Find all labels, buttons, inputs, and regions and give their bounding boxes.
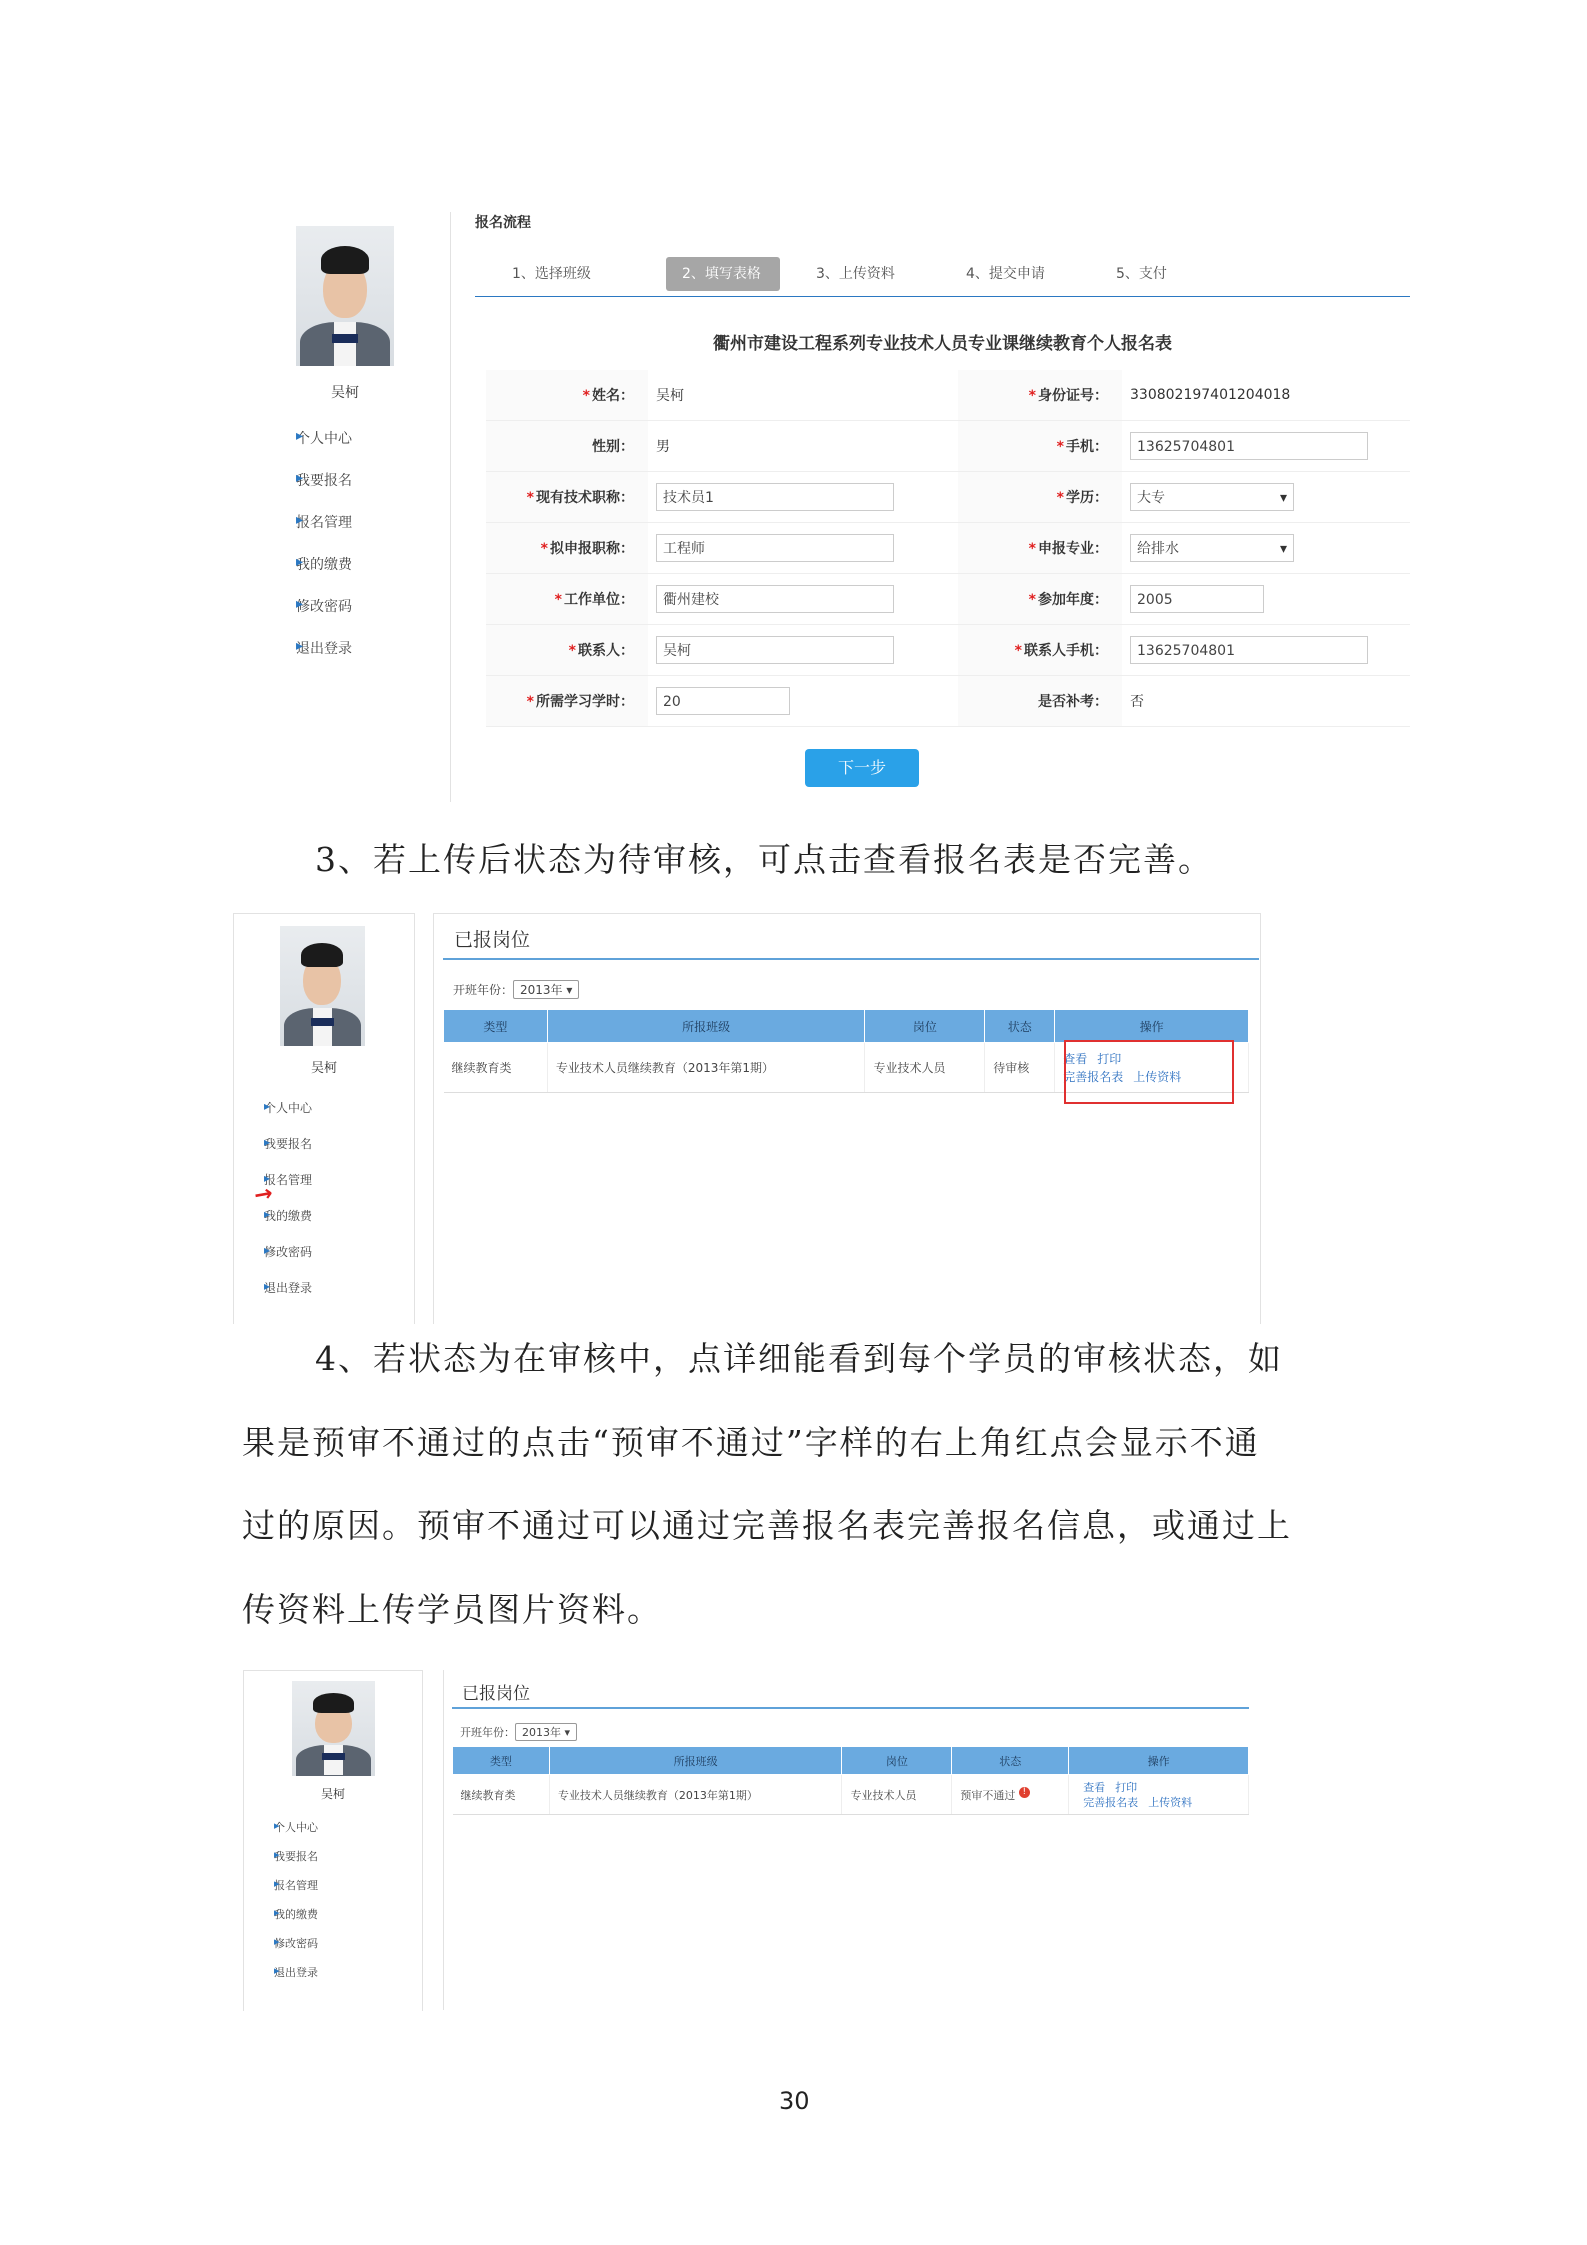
form-row-employer: * 工作单位： 衢州建校 * 参加年度： 2005 bbox=[486, 574, 1410, 625]
form-row-name: * 姓名： 吴柯 * 身份证号： 330802197401204018 bbox=[486, 370, 1410, 421]
avatar bbox=[292, 1681, 375, 1776]
form-row-gender: 性别： 男 * 手机： 13625704801 bbox=[486, 421, 1410, 472]
menu-item-personal-center[interactable]: ▸ 个人中心 bbox=[258, 1819, 318, 1848]
header-status: 状态 bbox=[985, 1010, 1055, 1043]
form-title: 衢州市建设工程系列专业技术人员专业课继续教育个人报名表 bbox=[713, 334, 1172, 354]
header-class: 所报班级 bbox=[549, 1747, 842, 1775]
step-submit-application[interactable]: 4、提交申请 bbox=[966, 266, 1045, 282]
complete-form-link[interactable]: 完善报名表 bbox=[1063, 1069, 1124, 1084]
rejection-reason-dot-icon[interactable]: ! bbox=[1019, 1787, 1030, 1798]
year-filter-label: 开班年份： bbox=[453, 983, 514, 997]
menu-item-change-password[interactable]: ▸ 修改密码 bbox=[276, 596, 352, 638]
contact-input[interactable]: 吴柯 bbox=[656, 636, 894, 664]
form-row-current-title: * 现有技术职称： 技术员1 * 学历： 大专 ▾ bbox=[486, 472, 1410, 523]
table-header bbox=[453, 1747, 1249, 1775]
cell-actions bbox=[1069, 1775, 1249, 1815]
user-name: 吴柯 bbox=[331, 385, 359, 401]
view-link[interactable]: 查看 bbox=[1063, 1051, 1088, 1066]
header-actions: 操作 bbox=[1055, 1010, 1249, 1043]
mobile-input[interactable]: 13625704801 bbox=[1130, 432, 1368, 460]
table-header bbox=[444, 1010, 1249, 1043]
header-type: 类型 bbox=[444, 1010, 548, 1043]
status-rejected-text[interactable]: 预审不通过 bbox=[960, 1788, 1016, 1802]
label-target-title: 拟申报职称： bbox=[550, 541, 634, 557]
year-input[interactable]: 2005 bbox=[1130, 585, 1264, 613]
user-name: 吴柯 bbox=[320, 1787, 345, 1801]
main-panel bbox=[433, 913, 1261, 1324]
year-filter bbox=[460, 1723, 577, 1741]
form-row-target-title: * 拟申报职称： 工程师 * 申报专业： 给排水 ▾ bbox=[486, 523, 1410, 574]
menu-item-change-password[interactable]: ▸ 修改密码 bbox=[248, 1243, 312, 1279]
header-post: 岗位 bbox=[865, 1010, 985, 1043]
print-link[interactable]: 打印 bbox=[1115, 1780, 1138, 1794]
panel-title-underline bbox=[443, 958, 1259, 960]
menu-item-register[interactable]: ▸ 我要报名 bbox=[258, 1848, 318, 1877]
panel-title-underline bbox=[452, 1707, 1249, 1709]
user-name: 吴柯 bbox=[310, 1061, 337, 1076]
hours-input[interactable]: 20 bbox=[656, 687, 790, 715]
step-indicator bbox=[490, 257, 1196, 291]
menu-item-my-payments[interactable]: ▸ 我的缴费 bbox=[276, 554, 352, 596]
steps-underline bbox=[475, 296, 1410, 297]
value-makeup-exam: 否 bbox=[1122, 676, 1410, 727]
menu-item-change-password[interactable]: ▸ 修改密码 bbox=[258, 1935, 318, 1964]
menu-item-logout[interactable]: ▸ 退出登录 bbox=[276, 638, 352, 680]
label-education: 学历： bbox=[1066, 490, 1108, 506]
form-row-hours: * 所需学习学时： 20 是否补考： 否 bbox=[486, 676, 1410, 727]
cell-status bbox=[952, 1775, 1069, 1815]
page-number: 30 bbox=[779, 2087, 810, 2115]
avatar bbox=[280, 926, 365, 1046]
menu-item-personal-center[interactable]: ▸ 个人中心 bbox=[248, 1099, 312, 1135]
target-title-input[interactable]: 工程师 bbox=[656, 534, 894, 562]
contact-mobile-input[interactable]: 13625704801 bbox=[1130, 636, 1368, 664]
major-select[interactable]: 给排水 ▾ bbox=[1130, 534, 1294, 562]
header-status: 状态 bbox=[952, 1747, 1069, 1775]
form-row-contact: * 联系人： 吴柯 * 联系人手机： 13625704801 bbox=[486, 625, 1410, 676]
upload-docs-link[interactable]: 上传资料 bbox=[1133, 1069, 1182, 1084]
instruction-paragraph-3: 3、若上传后状态为待审核，可点击查看报名表是否完善。 bbox=[315, 840, 1213, 879]
value-gender: 男 bbox=[648, 421, 958, 472]
year-select[interactable]: 2013年 ▾ bbox=[515, 1723, 577, 1741]
label-year: 参加年度： bbox=[1038, 592, 1108, 608]
menu-item-personal-center[interactable]: ▸ 个人中心 bbox=[276, 428, 352, 470]
print-link[interactable]: 打印 bbox=[1097, 1051, 1122, 1066]
instruction-paragraph-4-line-3: 过的原因。预审不通过可以通过完善报名表完善报名信息，或通过上 bbox=[242, 1506, 1292, 1545]
label-contact: 联系人： bbox=[578, 643, 634, 659]
step-upload-docs[interactable]: 3、上传资料 bbox=[816, 266, 895, 282]
pointer-arrow-icon: ↗ bbox=[247, 1179, 277, 1212]
menu-item-logout[interactable]: ▸ 退出登录 bbox=[258, 1964, 318, 1993]
next-step-button[interactable]: 下一步 bbox=[805, 749, 919, 787]
label-hours: 所需学习学时： bbox=[536, 694, 634, 710]
header-class: 所报班级 bbox=[547, 1010, 865, 1043]
year-select[interactable]: 2013年 ▾ bbox=[513, 980, 579, 999]
sidebar bbox=[233, 913, 415, 1324]
cell-post: 专业技术人员 bbox=[865, 1043, 985, 1093]
label-major: 申报专业： bbox=[1038, 541, 1108, 557]
label-makeup-exam: 是否补考： bbox=[1038, 694, 1108, 710]
year-filter bbox=[453, 980, 579, 999]
label-employer: 工作单位： bbox=[564, 592, 634, 608]
menu-item-logout[interactable]: ▸ 退出登录 bbox=[248, 1279, 312, 1315]
sidebar-menu bbox=[258, 1819, 318, 1993]
table-row bbox=[453, 1775, 1249, 1815]
cell-type: 继续教育类 bbox=[453, 1775, 550, 1815]
highlight-box bbox=[1064, 1040, 1234, 1104]
header-post: 岗位 bbox=[842, 1747, 952, 1775]
upload-docs-link[interactable]: 上传资料 bbox=[1148, 1795, 1193, 1809]
year-filter-label: 开班年份： bbox=[460, 1726, 515, 1739]
cell-class: 专业技术人员继续教育（2013年第1期） bbox=[547, 1043, 865, 1093]
current-title-input[interactable]: 技术员1 bbox=[656, 483, 894, 511]
registration-form-table bbox=[486, 370, 1410, 727]
instruction-paragraph-4-line-2: 果是预审不通过的点击“预审不通过”字样的右上角红点会显示不通 bbox=[242, 1423, 1260, 1462]
view-link[interactable]: 查看 bbox=[1083, 1780, 1106, 1794]
panel-title: 已报岗位 bbox=[454, 929, 531, 951]
complete-form-link[interactable]: 完善报名表 bbox=[1083, 1795, 1139, 1809]
cell-type: 继续教育类 bbox=[444, 1043, 548, 1093]
flow-title: 报名流程 bbox=[475, 215, 531, 231]
menu-item-my-payments[interactable]: ▸ 我的缴费 bbox=[248, 1207, 312, 1243]
sidebar bbox=[243, 1670, 423, 2011]
main-panel bbox=[443, 1670, 1250, 2010]
value-name: 吴柯 bbox=[648, 370, 958, 421]
positions-table bbox=[452, 1746, 1249, 1815]
instruction-paragraph-4-line-4: 传资料上传学员图片资料。 bbox=[242, 1590, 662, 1629]
menu-item-registration-management[interactable]: ▸ 报名管理 bbox=[276, 512, 352, 554]
label-mobile: 手机： bbox=[1066, 439, 1108, 455]
instruction-paragraph-4-line-1: 4、若状态为在审核中，点详细能看到每个学员的审核状态，如 bbox=[315, 1339, 1283, 1378]
sidebar-menu bbox=[276, 428, 352, 680]
step-payment[interactable]: 5、支付 bbox=[1116, 266, 1167, 282]
avatar bbox=[296, 226, 394, 366]
header-type: 类型 bbox=[453, 1747, 550, 1775]
label-gender: 性别： bbox=[592, 439, 634, 455]
sidebar bbox=[240, 212, 451, 802]
label-name: 姓名： bbox=[592, 388, 634, 404]
step-fill-form[interactable]: 2、填写表格 bbox=[666, 257, 780, 291]
menu-item-registration-management[interactable]: ▸ 报名管理 bbox=[258, 1877, 318, 1906]
menu-item-my-payments[interactable]: ▸ 我的缴费 bbox=[258, 1906, 318, 1935]
label-contact-mobile: 联系人手机： bbox=[1024, 643, 1108, 659]
menu-item-register[interactable]: ▸ 我要报名 bbox=[248, 1135, 312, 1171]
cell-post: 专业技术人员 bbox=[842, 1775, 952, 1815]
panel-title: 已报岗位 bbox=[462, 1684, 530, 1704]
menu-item-register[interactable]: ▸ 我要报名 bbox=[276, 470, 352, 512]
header-actions: 操作 bbox=[1069, 1747, 1249, 1775]
label-id-number: 身份证号： bbox=[1038, 388, 1108, 404]
education-select[interactable]: 大专 ▾ bbox=[1130, 483, 1294, 511]
cell-status: 待审核 bbox=[985, 1043, 1055, 1093]
cell-class: 专业技术人员继续教育（2013年第1期） bbox=[549, 1775, 842, 1815]
menu-item-registration-management[interactable]: ▸ 报名管理 bbox=[248, 1171, 312, 1207]
employer-input[interactable]: 衢州建校 bbox=[656, 585, 894, 613]
value-id-number: 330802197401204018 bbox=[1122, 370, 1410, 421]
label-current-title: 现有技术职称： bbox=[536, 490, 634, 506]
step-select-class[interactable]: 1、选择班级 bbox=[512, 266, 591, 282]
